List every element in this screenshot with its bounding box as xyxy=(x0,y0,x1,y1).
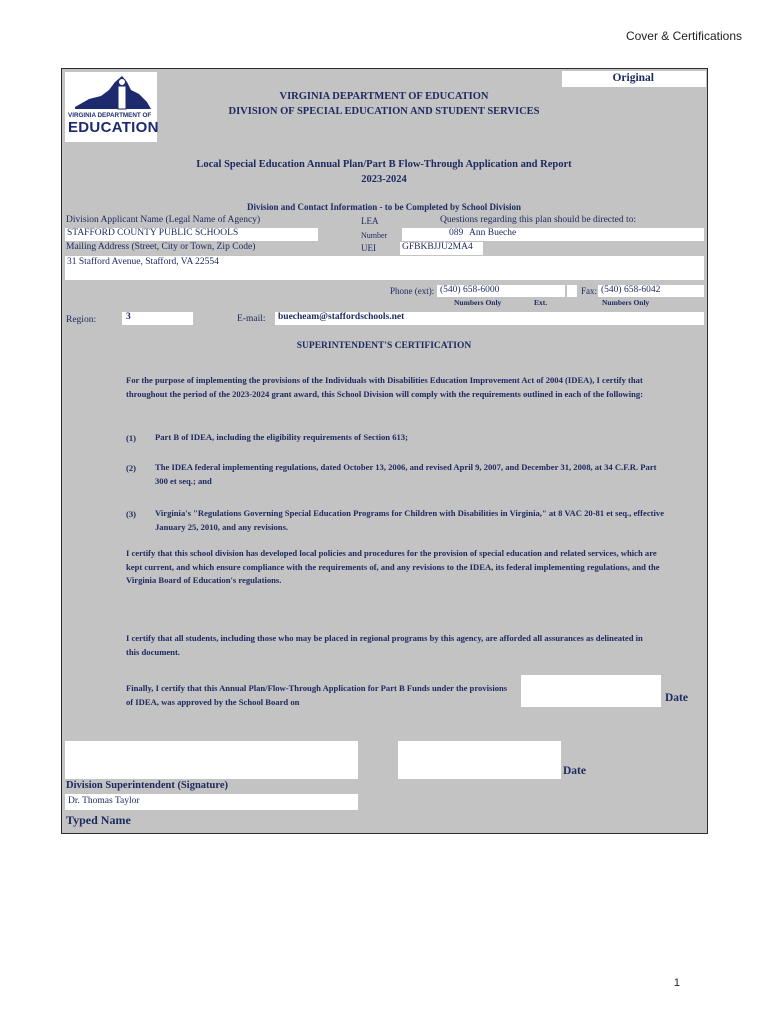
phone-field[interactable] xyxy=(437,285,565,297)
item3-number: (3) xyxy=(126,509,137,519)
signature-label: Division Superintendent (Signature) xyxy=(66,780,228,791)
logo-line2: EDUCATION xyxy=(68,119,159,136)
uei-field[interactable] xyxy=(400,242,483,255)
applicant-value: STAFFORD COUNTY PUBLIC SCHOOLS xyxy=(67,228,239,238)
item2-number: (2) xyxy=(126,463,137,473)
subtitle-line1: Local Special Education Annual Plan/Part B Flow-Through Application and Report xyxy=(196,159,572,170)
phone-value: (540) 658-6000 xyxy=(440,285,500,295)
typed-name-field[interactable] xyxy=(65,794,358,810)
region-label: Region: xyxy=(66,315,97,325)
heading-line1: VIRGINIA DEPARTMENT OF EDUCATION xyxy=(279,91,489,102)
numbers-only-phone: Numbers Only xyxy=(454,298,502,307)
lea-label: LEA xyxy=(361,216,379,226)
lea-contact-field[interactable] xyxy=(402,228,704,241)
page-number: 1 xyxy=(673,977,680,989)
approval-date-label: Date xyxy=(665,692,688,704)
applicant-label: Division Applicant Name (Legal Name of Agency) xyxy=(66,215,261,225)
numbers-only-fax: Numbers Only xyxy=(602,298,650,307)
finally-paragraph: Finally, I certify that this Annual Plan/Flow-Through Application for Part B Funds under the provisions of IDEA, was approved by the School Board on xyxy=(126,683,508,707)
page-header: Cover & Certifications xyxy=(625,29,742,43)
lea-number: 089 xyxy=(449,228,464,238)
phone-label: Phone (ext): xyxy=(390,286,435,296)
number-label: Number xyxy=(361,231,388,240)
questions-label: Questions regarding this plan should be directed to: xyxy=(440,215,637,225)
item3-text: Virginia's "Regulations Governing Special Education Programs for Children with Disabilities in Virginia," at 8 VAC 20-81 et seq., effective January 25, 2010, and any revisions. xyxy=(155,508,665,532)
fax-value: (540) 658-6042 xyxy=(601,285,661,295)
policies-paragraph: I certify that this school division has developed local policies and procedures for the provision of special education and related services, which are kept current, and which ensure compliance with the requirements of, and any revisions to the IDEA, its federal implementing regulations, and the Virginia Board of Education's regulations. xyxy=(126,548,660,585)
signature-date-field[interactable] xyxy=(398,741,561,779)
original-box xyxy=(562,71,706,87)
certification-title: SUPERINTENDENT'S CERTIFICATION xyxy=(296,341,472,351)
cover-form xyxy=(61,68,708,834)
heading-line2: DIVISION OF SPECIAL EDUCATION AND STUDENT SERVICES xyxy=(228,106,540,117)
region-field[interactable] xyxy=(122,312,193,325)
ext-field[interactable] xyxy=(567,285,577,297)
signature-field[interactable] xyxy=(65,741,358,779)
signature-date-label: Date xyxy=(563,765,586,777)
uei-label: UEI xyxy=(361,243,376,253)
ext-label: Ext. xyxy=(534,298,548,307)
address-label: Mailing Address (Street, City or Town, Zip Code) xyxy=(66,242,256,252)
address-value: 31 Stafford Avenue, Stafford, VA 22554 xyxy=(67,257,219,267)
fax-label: Fax: xyxy=(581,286,598,296)
approval-date-field[interactable] xyxy=(521,675,661,707)
typed-name-label: Typed Name xyxy=(66,813,131,827)
students-paragraph: I certify that all students, including those who may be placed in regional programs by this agency, are afforded all assurances as delineated in this document. xyxy=(126,633,643,657)
region-value: 3 xyxy=(126,312,131,322)
email-field[interactable] xyxy=(275,312,704,325)
logo-line1: VIRGINIA DEPARTMENT OF xyxy=(68,112,152,119)
typed-name-value: Dr. Thomas Taylor xyxy=(68,796,140,806)
email-label: E-mail: xyxy=(237,314,266,324)
item1-number: (1) xyxy=(126,433,137,443)
item1-text: Part B of IDEA, including the eligibility requirements of Section 613; xyxy=(155,432,408,442)
address-field[interactable] xyxy=(65,256,704,280)
uei-value: GFBKBJJU2MA4 xyxy=(402,242,473,252)
fax-field[interactable] xyxy=(598,285,704,297)
contact-name: Ann Bueche xyxy=(469,228,517,238)
certification-intro: For the purpose of implementing the provisions of the Individuals with Disabilities Education Improvement Act of 2004 (IDEA), I certify that throughout the period of the 2023-2024 grant award, this School Division will comply with the requirements outlined in each of the following: xyxy=(126,375,644,399)
email-value: buecheam@staffordschools.net xyxy=(278,312,405,322)
contact-section-title: Division and Contact Information - to be Completed by School Division xyxy=(246,202,522,212)
applicant-field[interactable] xyxy=(65,228,318,241)
subtitle-line2: 2023-2024 xyxy=(361,174,407,185)
item2-text: The IDEA federal implementing regulations, dated October 13, 2006, and revised April 9, 2007, and December 31, 2008, at 34 C.F.R. Part 300 et seq.; and xyxy=(155,462,657,486)
original-label: Original xyxy=(612,72,654,84)
